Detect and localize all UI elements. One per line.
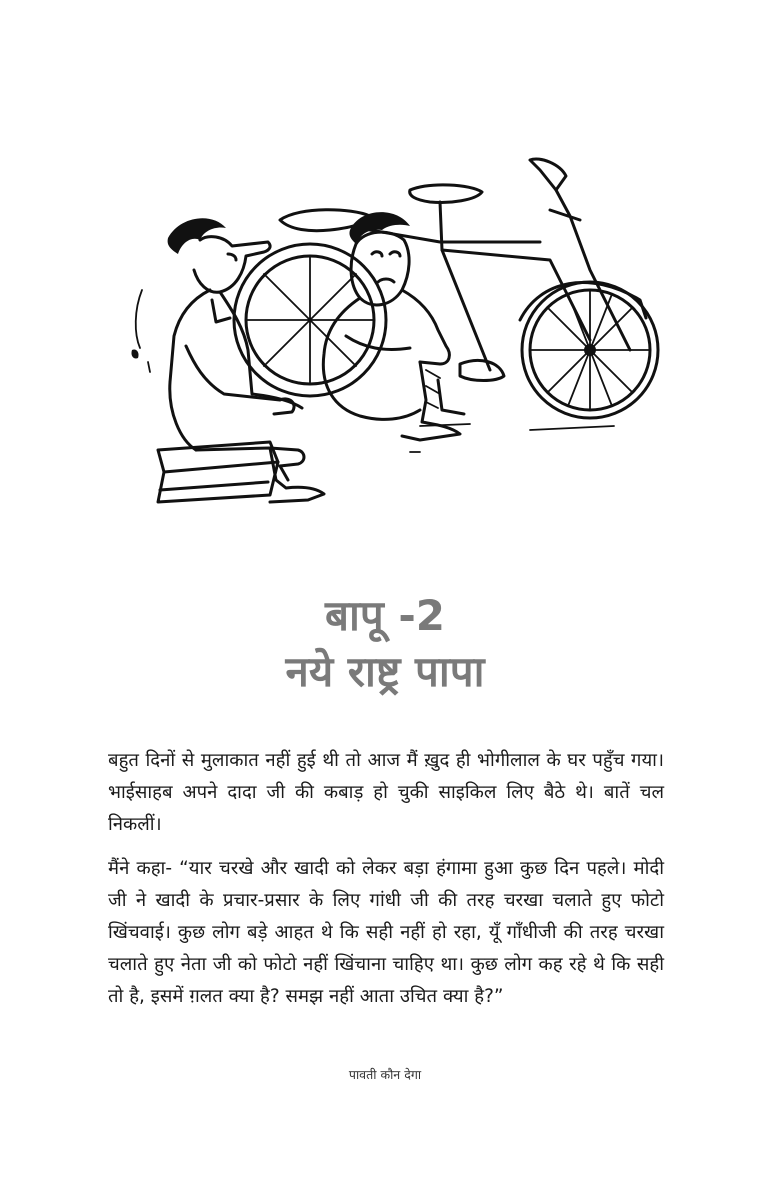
- chapter-title: [0, 588, 770, 700]
- stool-drawing: [158, 442, 278, 502]
- bicycle-drawing: [234, 159, 658, 452]
- chapter-title-line-1: बापू -2: [325, 591, 445, 640]
- chapter-title-line-2: नये राष्ट्र पापा: [285, 647, 485, 696]
- cartoon-illustration: [120, 150, 660, 530]
- paragraph-1: बहुत दिनों से मुलाकात नहीं हुई थी तो आज मैं ख़ुद ही भोगीलाल के घर पहुँच गया। भाईसाहब अपने दादा जी की कबाड़ हो चुकी साइकिल लिए बैठे थे। बातें चल निकलीं।: [108, 750, 664, 835]
- body-text: [108, 745, 664, 1025]
- page-footer: पावती कौन देगा: [348, 1067, 422, 1082]
- paragraph-2: मैंने कहा- “यार चरखे और खादी को लेकर बड़ा हंगामा हुआ कुछ दिन पहले। मोदी जी ने खादी के प्रचार-प्रसार के लिए गांधी जी की तरह चरखा चलाते हुए फोटो खिंचवाई। कुछ लोग बड़े आहत थे कि सही नहीं हो रहा, यूँ गाँधीजी की तरह चरखा चलाते हुए नेता जी को फोटो नहीं खिंचाना चाहिए था। कुछ लोग कह रहे थे कि सही तो है, इसमें ग़लत क्या है? समझ नहीं आता उचित क्या है?”: [108, 858, 664, 1007]
